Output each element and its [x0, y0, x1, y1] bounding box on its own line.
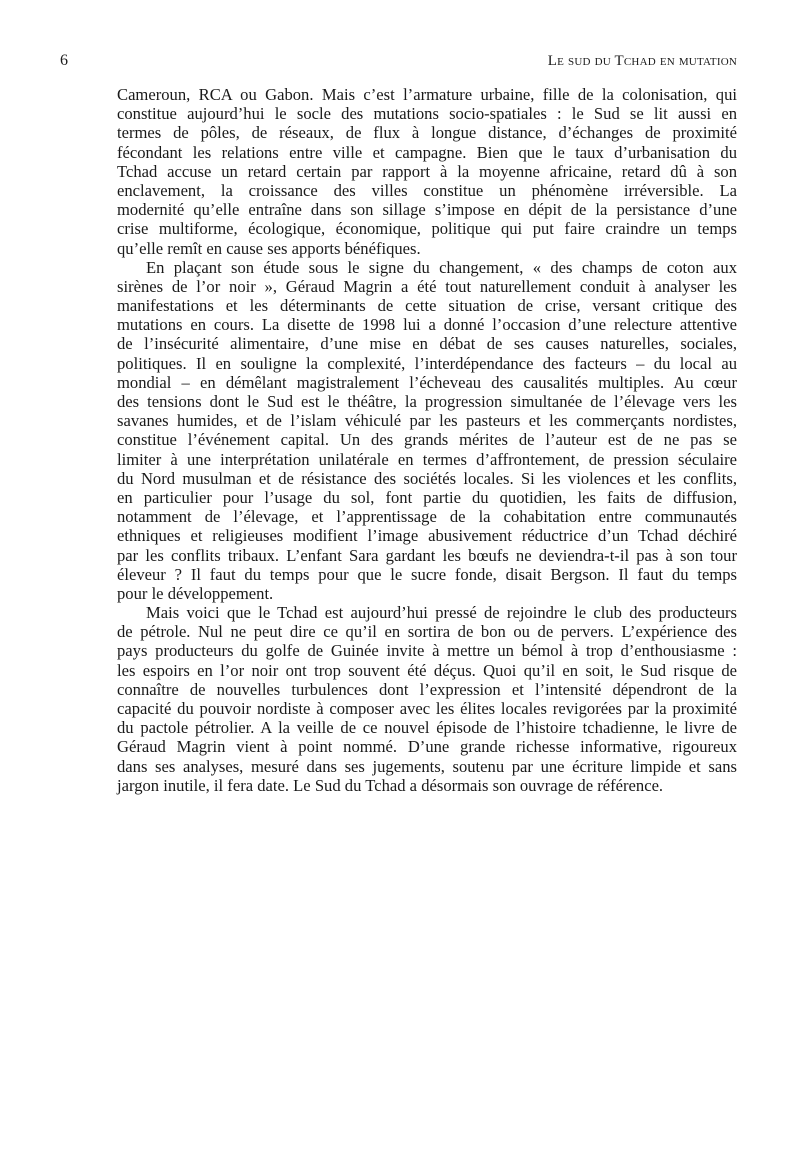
text-line: enclavement, la croissance des villes constitue un phénomène irréversible. La [117, 180, 737, 200]
text-line: Tchad accuse un retard certain par rapport à la moyenne africaine, retard dû à son [117, 161, 737, 181]
text-line: sirènes de l’or noir », Géraud Magrin a été tout naturellement conduit à analyser les [117, 276, 737, 296]
running-title: Le sud du Tchad en mutation [547, 53, 737, 69]
paragraph [117, 258, 737, 603]
text-line: par les conflits tribaux. L’enfant Sara gardant les bœufs ne deviendra-t-il pas à son tour [117, 545, 737, 565]
text-line: dans ses analyses, mesuré dans ses jugements, soutenu par une écriture limpide et sans [117, 756, 737, 776]
text-line: fécondant les relations entre ville et campagne. Bien que le taux d’urbanisation du [117, 142, 737, 162]
body-text [117, 85, 737, 795]
text-line: savanes humides, et de l’islam véhiculé par les pasteurs et les commerçants nordistes, [117, 411, 737, 431]
text-line: mutations en cours. La disette de 1998 lui a donné l’occasion d’une relecture attentive [117, 315, 737, 335]
text-line: des tensions dont le Sud est le théâtre, la progression simultanée de l’élevage vers les [117, 392, 737, 411]
text-line: du Nord musulman et de résistance des sociétés locales. Si les violences et les conflits, [117, 468, 737, 488]
text-line: jargon inutile, il fera date. Le Sud du Tchad a désormais son ouvrage de référence. [117, 775, 664, 795]
text-line: de l’insécurité alimentaire, d’une mise en débat de ses causes naturelles, sociales, [117, 334, 737, 354]
text-line: modernité qu’elle entraîne dans son sillage s’impose en dépit de la persistance d’une [117, 200, 737, 220]
text-line: les espoirs en l’or noir ont trop souvent été déçus. Quoi qu’il en soit, le Sud risque de [117, 660, 737, 680]
text-line: termes de pôles, de réseaux, de flux à longue distance, d’échanges de proximité [117, 123, 737, 143]
text-line: limiter à une interprétation unilatérale en termes d’affrontement, de pression séculaire [117, 449, 737, 469]
text-line: de pétrole. Nul ne peut dire ce qu’il en sortira de bon ou de pervers. L’expérience des [117, 622, 737, 642]
text-line: en particulier pour l’usage du sol, font partie du quotidien, les faits de diffusion, [117, 487, 737, 507]
text-line: Géraud Magrin vient à point nommé. D’une grande richesse informative, rigoureux [117, 737, 737, 757]
text-line: connaître de nouvelles turbulences dont l’expression et l’intensité dépendront de la [117, 679, 737, 699]
page-number: 6 [60, 52, 68, 69]
paragraph [117, 85, 737, 258]
text-line: Mais voici que le Tchad est aujourd’hui pressé de rejoindre le club des producteurs [146, 603, 737, 623]
text-line: constitue l’événement capital. Un des grands mérites de l’auteur est de ne pas se [117, 430, 737, 450]
text-line: En plaçant son étude sous le signe du changement, « des champs de coton aux [146, 257, 737, 277]
text-line: mondial – en démêlant magistralement l’écheveau des causalités multiples. Au cœur [117, 372, 737, 392]
text-line: politiques. Il en souligne la complexité, l’interdépendance des facteurs – du local au [117, 353, 737, 373]
text-line: Cameroun, RCA ou Gabon. Mais c’est l’armature urbaine, fille de la colonisation, qui [117, 85, 737, 104]
text-line: crise multiforme, écologique, économique, politique qui put faire craindre un temps [117, 219, 737, 239]
text-line: qu’elle remît en cause ses apports bénéfiques. [117, 238, 421, 258]
text-line: ethniques et religieuses modifient l’image abusivement réductrice d’un Tchad déchiré [117, 526, 737, 546]
text-line: constitue aujourd’hui le socle des mutations socio-spatiales : le Sud se lit aussi en [117, 104, 737, 124]
text-line: du pactole pétrolier. A la veille de ce nouvel épisode de l’histoire tchadienne, le livre de [117, 718, 737, 738]
text-line: pour le développement. [117, 583, 274, 603]
paragraph [117, 603, 737, 795]
text-line: capacité du pouvoir nordiste à composer avec les élites locales revigorées par la proximité [117, 699, 737, 718]
text-line: pays producteurs du golfe de Guinée invite à mettre un bémol à trop d’enthousiasme : [117, 641, 737, 661]
text-line: manifestations et les déterminants de cette situation de crise, versant critique des [117, 296, 737, 316]
text-line: éleveur ? Il faut du temps pour que le sucre fonde, disait Bergson. Il faut du temps [117, 564, 737, 584]
text-line: notamment de l’élevage, et l’apprentissage de la cohabitation entre communautés [117, 507, 737, 527]
